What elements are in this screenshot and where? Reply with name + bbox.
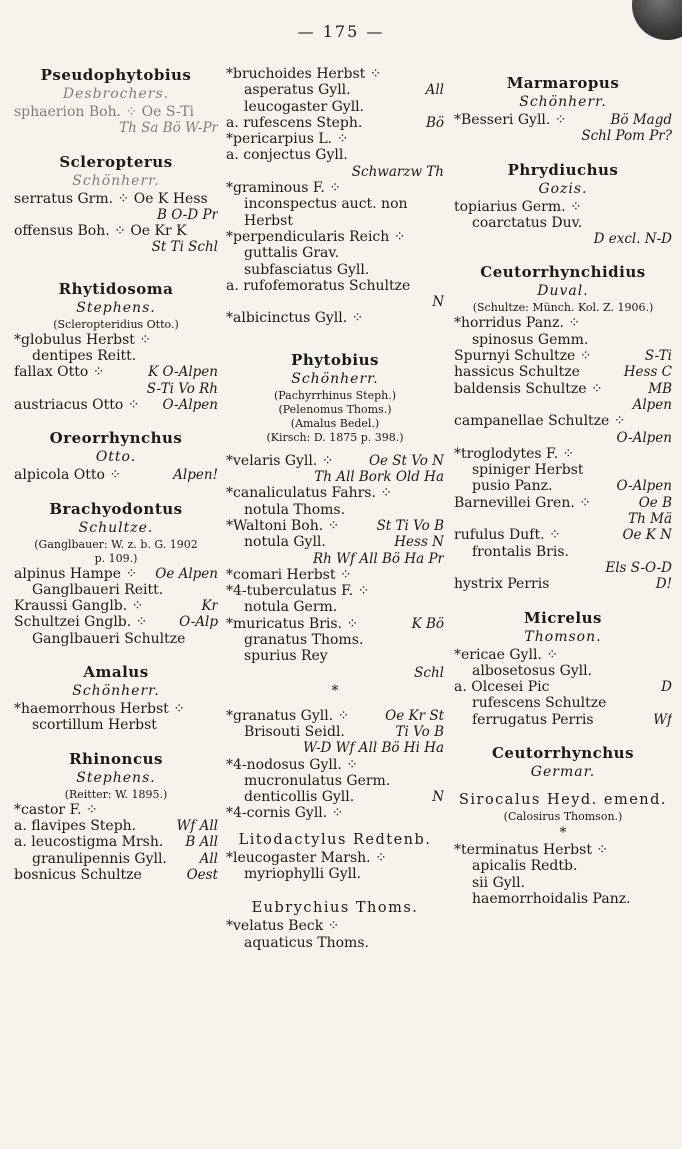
distribution-note: S-Ti	[644, 348, 672, 365]
distribution-note: Schwarzw Th	[351, 163, 444, 180]
species-name: dentipes Reitt.	[32, 348, 137, 365]
species-entry	[226, 196, 444, 212]
reference-note: (Calosirus Thomson.)	[503, 810, 623, 824]
species-entry	[226, 485, 444, 501]
distribution-note: Th Mä	[628, 511, 672, 528]
species-entry	[454, 315, 672, 331]
species-entry	[454, 679, 672, 695]
distribution-note: Th All Bork Old Ha	[314, 469, 444, 486]
genus-author: Duval.	[537, 283, 589, 300]
species-entry	[454, 381, 672, 397]
distribution-note: Oe Kr St	[385, 707, 444, 724]
species-entry	[14, 467, 218, 483]
species-name: a. conjectus Gyll.	[226, 147, 348, 164]
distribution-note: Th Sa Bö W-Pr	[119, 120, 218, 137]
species-name: Herbst	[244, 212, 293, 229]
distribution-note: St Ti Vo B	[376, 517, 444, 534]
species-entry	[14, 364, 218, 380]
reference-note: (Pachyrrhinus Steph.)	[273, 388, 397, 402]
species-entry	[454, 332, 672, 348]
species-name: Ganglbaueri Schultze	[32, 630, 186, 647]
distribution-note: Els S-O-D	[605, 559, 672, 576]
species-entry	[14, 631, 218, 647]
species-name: frontalis Bris.	[472, 543, 569, 560]
species-entry	[454, 430, 672, 446]
species-entry	[454, 511, 672, 527]
species-entry	[454, 875, 672, 891]
species-entry	[226, 115, 444, 131]
species-name: notula Germ.	[244, 599, 338, 616]
species-entry	[226, 918, 444, 934]
species-name: *pericarpius L. ⁘	[226, 131, 349, 148]
species-entry	[454, 842, 672, 858]
species-name: Spurnyi Schultze ⁘	[454, 348, 592, 365]
species-name: alpicola Otto ⁘	[14, 467, 122, 484]
species-entry	[226, 599, 444, 615]
distribution-note: S-Ti Vo Rh	[146, 380, 218, 397]
species-entry	[226, 583, 444, 599]
genus-author: Schönherr.	[519, 94, 607, 110]
species-name: spiniger Herbst	[472, 462, 584, 479]
distribution-note: D excl. N-D	[593, 231, 672, 248]
distribution-note: B O-D Pr	[157, 206, 218, 223]
species-entry	[226, 469, 444, 485]
species-entry	[14, 834, 218, 850]
species-name: *horridus Panz. ⁘	[454, 315, 581, 332]
reference-note: (Ganglbauer: W. z. b. G. 1902	[34, 537, 198, 551]
spacer	[226, 882, 444, 898]
distribution-note: O-Alp	[179, 614, 218, 631]
genus-heading: Rhinoncus	[69, 749, 163, 768]
genus-author: Gozis.	[538, 180, 588, 197]
species-name: sii Gyll.	[472, 874, 526, 891]
species-entry	[454, 112, 672, 128]
species-entry	[226, 866, 444, 882]
species-entry	[226, 708, 444, 724]
species-name: notula Gyll.	[244, 534, 326, 551]
species-entry	[14, 397, 218, 413]
distribution-note: Oe Alpen	[155, 565, 218, 582]
species-entry	[226, 453, 444, 469]
species-entry	[454, 413, 672, 429]
species-entry	[226, 164, 444, 180]
distribution-note: All	[199, 850, 218, 867]
species-name: myriophylli Gyll.	[244, 865, 362, 882]
species-entry	[454, 199, 672, 215]
spacer	[454, 782, 672, 790]
species-entry	[226, 616, 444, 632]
species-entry	[226, 632, 444, 648]
species-entry	[14, 381, 218, 397]
species-name: aquaticus Thoms.	[244, 934, 369, 951]
spacer	[14, 484, 218, 500]
species-entry	[226, 567, 444, 583]
species-entry	[454, 446, 672, 462]
genus-heading: Scleropterus	[59, 152, 173, 171]
species-name: Kraussi Ganglb. ⁘	[14, 598, 144, 615]
species-name: *4-nodosus Gyll. ⁘	[226, 756, 358, 773]
species-entry	[454, 663, 672, 679]
species-entry	[226, 278, 444, 294]
species-name: fallax Otto ⁘	[14, 364, 105, 381]
species-entry	[226, 648, 444, 664]
species-entry	[226, 262, 444, 278]
distribution-note: K O-Alpen	[148, 364, 218, 381]
spacer	[14, 413, 218, 429]
species-name: rufulus Duft. ⁘	[454, 527, 561, 544]
species-entry	[226, 229, 444, 245]
species-name: *graminous F. ⁘	[226, 180, 342, 197]
reference-note: (Schultze: Münch. Kol. Z. 1906.)	[472, 301, 654, 315]
species-entry	[226, 740, 444, 756]
distribution-note: Schl Pom Pr?	[581, 128, 672, 145]
species-name: *4-tuberculatus F. ⁘	[226, 583, 370, 600]
species-name: hassicus Schultze	[454, 364, 580, 381]
genus-heading: Brachyodontus	[49, 499, 183, 518]
distribution-note: Oest	[186, 866, 218, 883]
spacer	[226, 700, 444, 708]
reference-note: (Scleropteridius Otto.)	[53, 317, 179, 331]
species-entry	[454, 544, 672, 560]
species-entry	[226, 180, 444, 196]
reference-note: (Amalus Bedel.)	[290, 416, 380, 430]
species-entry	[454, 647, 672, 663]
genus-heading: Marmaropus	[506, 74, 620, 92]
distribution-note: O-Alpen	[616, 478, 672, 495]
species-entry	[226, 534, 444, 550]
species-entry	[226, 66, 444, 82]
species-name: *terminatus Herbst ⁘	[454, 842, 609, 859]
spacer	[226, 445, 444, 453]
species-entry	[226, 551, 444, 567]
species-entry	[454, 576, 672, 592]
distribution-note: K Bö	[411, 615, 444, 632]
species-entry	[14, 239, 218, 255]
genus-heading: Phytobius	[291, 350, 379, 369]
species-name: *ericae Gyll. ⁘	[454, 646, 559, 663]
reference-note: (Kirsch: D. 1875 p. 398.)	[266, 430, 404, 444]
species-entry	[14, 104, 218, 120]
species-entry	[226, 294, 444, 310]
column-left	[14, 66, 218, 883]
species-entry	[226, 502, 444, 518]
species-entry	[454, 891, 672, 907]
distribution-note: Hess N	[394, 534, 444, 551]
species-name: *muricatus Bris. ⁘	[226, 615, 359, 632]
species-entry	[14, 120, 218, 136]
distribution-note: W-D Wf All Bö Hi Ha	[303, 740, 444, 757]
species-entry	[226, 518, 444, 534]
species-name: inconspectus auct. non	[244, 196, 408, 213]
genus-author: Schönherr.	[72, 683, 160, 700]
distribution-note: Alpen	[632, 396, 672, 413]
distribution-note: B All	[185, 834, 218, 851]
genus-heading: Micrelus	[524, 608, 602, 627]
distribution-note: Kr	[201, 598, 218, 615]
species-name: scortillum Herbst	[32, 717, 157, 734]
species-entry	[454, 215, 672, 231]
species-entry	[14, 802, 218, 818]
distribution-note: Wf	[653, 711, 672, 728]
species-entry	[226, 850, 444, 866]
species-entry	[454, 231, 672, 247]
species-entry	[14, 818, 218, 834]
distribution-note: Wf All	[176, 817, 218, 834]
species-entry	[454, 364, 672, 380]
species-name: asperatus Gyll.	[244, 82, 351, 99]
species-name: *4-cornis Gyll. ⁘	[226, 805, 344, 822]
species-name: granatus Thoms.	[244, 632, 364, 649]
species-name: subfasciatus Gyll.	[244, 261, 370, 278]
genus-heading: Ceutorrhynchus	[491, 744, 635, 763]
species-entry	[226, 99, 444, 115]
species-name: albosetosus Gyll.	[472, 662, 593, 679]
reference-note: (Pelenomus Thoms.)	[278, 402, 392, 416]
genus-author: Thomson.	[524, 628, 602, 645]
distribution-note: All	[425, 82, 444, 99]
distribution-note: Oe K N	[622, 527, 672, 544]
species-name: a. flavipes Steph.	[14, 817, 137, 834]
species-entry	[454, 495, 672, 511]
species-entry	[14, 191, 218, 207]
spacer	[454, 145, 672, 161]
genus-author: Desbrochers.	[62, 86, 170, 102]
species-entry	[226, 805, 444, 821]
genus-author: Otto.	[95, 449, 137, 466]
species-entry	[14, 851, 218, 867]
species-name: hystrix Perris	[454, 576, 550, 593]
species-name: Schultzei Gnglb. ⁘	[14, 614, 148, 631]
subgenus-heading: Sirocalus Heyd. emend.	[458, 792, 668, 809]
genus-heading: Oreorrhynchus	[49, 429, 183, 448]
species-name: Brisouti Seidl.	[244, 723, 345, 740]
species-entry	[226, 245, 444, 261]
species-name: serratus Grm. ⁘ Oe K Hess	[14, 190, 208, 207]
distribution-note: O-Alpen	[162, 396, 218, 413]
column-middle	[226, 66, 444, 951]
species-name: *Besseri Gyll. ⁘	[454, 112, 567, 128]
species-name: denticollis Gyll.	[244, 789, 355, 806]
genus-heading: Amalus	[83, 663, 149, 682]
species-name: *albicinctus Gyll. ⁘	[226, 310, 364, 327]
species-name: baldensis Schultze ⁘	[454, 380, 603, 397]
spacer	[454, 593, 672, 609]
genus-author: Germar.	[530, 764, 596, 781]
species-name: leucogaster Gyll.	[244, 98, 365, 115]
species-entry	[14, 223, 218, 239]
species-name: *velaris Gyll. ⁘	[226, 452, 334, 469]
species-name: *castor F. ⁘	[14, 801, 98, 818]
genus-author: Stephens.	[76, 769, 156, 786]
species-entry	[14, 867, 218, 883]
species-entry	[454, 527, 672, 543]
spacer	[226, 327, 444, 351]
page-number: — 175 —	[297, 22, 385, 41]
species-name: alpinus Hampe ⁘	[14, 565, 138, 582]
column-right	[454, 66, 672, 907]
species-entry	[454, 858, 672, 874]
distribution-note: Rh Wf All Bö Ha Pr	[313, 550, 444, 567]
species-entry	[226, 310, 444, 326]
species-entry	[14, 566, 218, 582]
spacer	[14, 256, 218, 280]
genus-heading: Rhytidosoma	[58, 279, 174, 298]
species-entry	[226, 82, 444, 98]
species-entry	[226, 213, 444, 229]
species-entry	[226, 131, 444, 147]
species-name: *bruchoides Herbst ⁘	[226, 66, 382, 82]
species-name: spurius Rey	[244, 648, 328, 665]
species-name: offensus Boh. ⁘ Oe Kr K	[14, 223, 187, 240]
spacer	[14, 647, 218, 663]
distribution-note: N	[432, 294, 444, 311]
species-entry	[454, 712, 672, 728]
species-entry	[226, 147, 444, 163]
spacer	[14, 137, 218, 153]
species-name: granulipennis Gyll.	[32, 850, 167, 867]
species-entry	[454, 348, 672, 364]
species-name: austriacus Otto ⁘	[14, 396, 140, 413]
species-name: notula Thoms.	[244, 501, 346, 518]
species-name: a. Olcesei Pic	[454, 679, 550, 696]
species-entry	[14, 582, 218, 598]
distribution-note: Oe B	[638, 494, 672, 511]
distribution-note: N	[432, 789, 444, 806]
species-entry	[14, 332, 218, 348]
species-name: Ganglbaueri Reitt.	[32, 581, 164, 598]
species-name: *perpendicularis Reich ⁘	[226, 228, 406, 245]
distribution-note: Oe St Vo N	[368, 452, 444, 469]
species-name: *leucogaster Marsh. ⁘	[226, 849, 387, 866]
species-name: topiarius Germ. ⁘	[454, 198, 582, 215]
distribution-note: Bö Magd	[610, 112, 672, 128]
species-entry	[14, 717, 218, 733]
genus-heading: Pseudophytobius	[40, 66, 192, 84]
species-entry	[454, 397, 672, 413]
subgenus-heading: Eubrychius Thoms.	[251, 900, 419, 917]
species-name: campanellae Schultze ⁘	[454, 413, 626, 430]
spacer	[454, 728, 672, 744]
species-name: sphaerion Boh. ⁘ Oe S-Ti	[14, 104, 195, 120]
species-name: Barnevillei Gren. ⁘	[454, 494, 591, 511]
species-name: *granatus Gyll. ⁘	[226, 707, 350, 724]
species-name: pusio Panz.	[472, 478, 553, 495]
species-entry	[454, 128, 672, 144]
species-name: a. rufofemoratus Schultze	[226, 277, 411, 294]
species-name: bosnicus Schultze	[14, 866, 142, 883]
species-name: ferrugatus Perris	[472, 711, 594, 728]
species-entry	[14, 598, 218, 614]
species-name: a. leucostigma Mrsh.	[14, 834, 164, 851]
distribution-note: D	[661, 679, 672, 696]
species-name: spinosus Gemm.	[472, 331, 589, 348]
species-name: *globulus Herbst ⁘	[14, 331, 152, 348]
species-entry	[454, 478, 672, 494]
species-name: *troglodytes F. ⁘	[454, 445, 575, 462]
distribution-note: Hess C	[623, 364, 672, 381]
genus-heading: Phrydiuchus	[507, 160, 619, 179]
species-name: guttalis Grav.	[244, 245, 340, 262]
species-entry	[454, 560, 672, 576]
species-name: *velatus Beck ⁘	[226, 918, 340, 935]
species-name: *canaliculatus Fahrs. ⁘	[226, 485, 393, 502]
species-entry	[14, 348, 218, 364]
species-name: rufescens Schultze	[472, 695, 607, 712]
distribution-note: Schl	[414, 664, 444, 681]
spacer	[454, 66, 672, 74]
asterisk-divider: *	[331, 682, 339, 699]
subgenus-heading: Litodactylus Redtenb.	[238, 831, 432, 848]
species-entry	[226, 935, 444, 951]
genus-author: Schönherr.	[291, 370, 379, 387]
reference-note: p. 109.)	[94, 551, 138, 565]
reference-note: (Reitter: W. 1895.)	[64, 787, 168, 801]
species-entry	[14, 207, 218, 223]
distribution-note: St Ti Schl	[151, 239, 218, 256]
species-name: *comari Herbst ⁘	[226, 566, 352, 583]
species-name: *haemorrhous Herbst ⁘	[14, 701, 185, 718]
asterisk-divider: *	[559, 825, 567, 842]
genus-author: Schultze.	[78, 519, 154, 536]
distribution-note: MB	[648, 380, 672, 397]
species-name: apicalis Redtb.	[472, 858, 578, 875]
genus-author: Stephens.	[76, 299, 156, 316]
species-entry	[226, 773, 444, 789]
distribution-note: Alpen!	[173, 467, 218, 484]
species-entry	[454, 462, 672, 478]
spacer	[226, 822, 444, 830]
distribution-note: O-Alpen	[616, 429, 672, 446]
genus-heading: Ceutorrhynchidius	[480, 263, 646, 282]
distribution-note: Ti Vo B	[395, 723, 444, 740]
species-entry	[226, 757, 444, 773]
species-name: haemorrhoidalis Panz.	[472, 890, 631, 907]
species-entry	[14, 614, 218, 630]
species-name: a. rufescens Steph.	[226, 114, 363, 131]
species-entry	[226, 789, 444, 805]
distribution-note: D!	[655, 576, 672, 593]
species-name: mucronulatus Germ.	[244, 772, 391, 789]
species-name: coarctatus Duv.	[472, 214, 583, 231]
species-entry	[226, 724, 444, 740]
distribution-note: Bö	[425, 114, 444, 131]
genus-author: Schönherr.	[72, 172, 160, 189]
species-entry	[454, 695, 672, 711]
spacer	[454, 247, 672, 263]
species-entry	[14, 701, 218, 717]
species-name: *Waltoni Boh. ⁘	[226, 517, 340, 534]
spacer	[14, 734, 218, 750]
